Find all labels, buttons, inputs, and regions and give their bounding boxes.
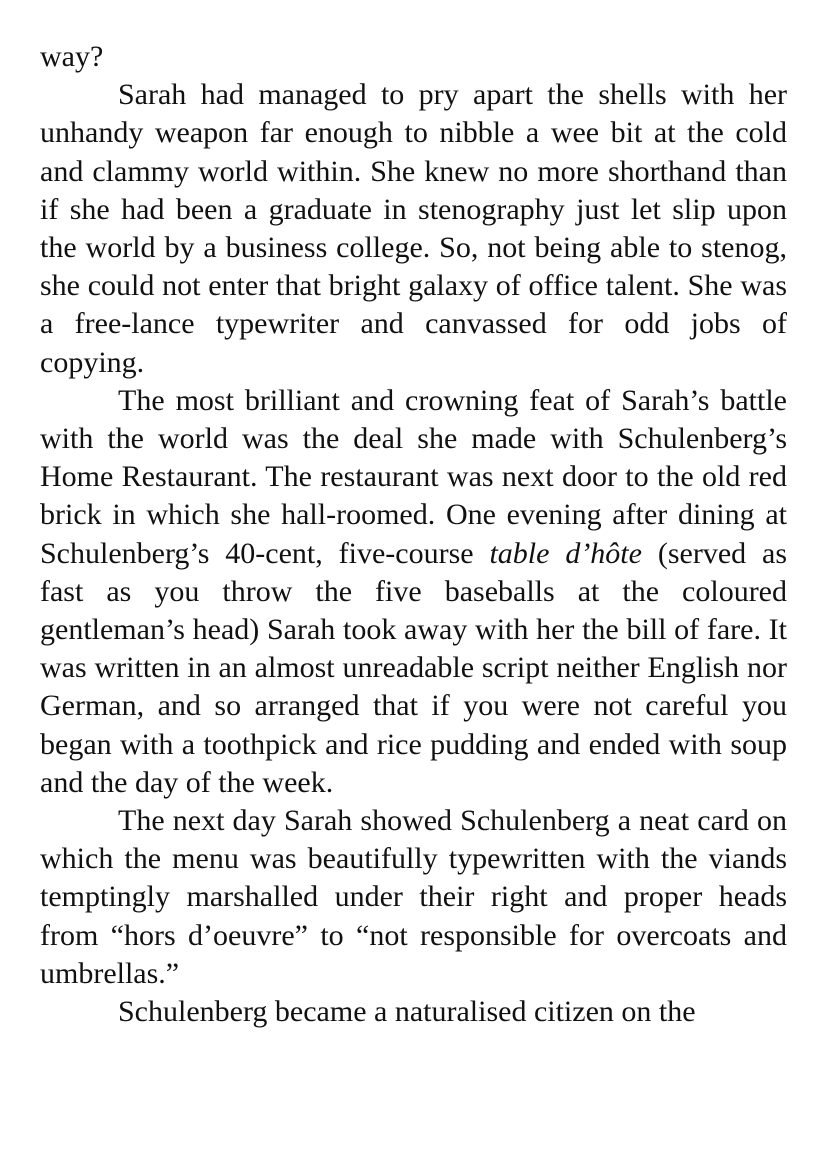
paragraph-continuation — [40, 38, 787, 76]
paragraph-text: Schulenberg became a naturalised citizen on the — [118, 995, 696, 1029]
italic-phrase: table d’hôte — [489, 536, 642, 570]
paragraph-menu-card — [40, 802, 787, 993]
paragraph-text-start: The most brilliant and crowning feat of Sarah’s battle with the world was the deal she made with Schulenberg’s Home Restaurant. The restaurant was next door to the old red brick in which she hall-roomed. One evening after dining at Schulenberg’s 40-cent, five-course — [40, 383, 787, 570]
document-page — [40, 38, 787, 1031]
paragraph-naturalised — [40, 993, 787, 1031]
paragraph-text-end: (served as fast as you throw the five baseballs at the coloured gentleman’s head) Sarah took away with her the bill of fare. It was written in an almost unreadable script neither English nor German, and so arranged that if you were not careful you began with a toothpick and rice pudding and ended with soup and the day of the week. — [40, 536, 788, 799]
paragraph-text: The next day Sarah showed Schulenberg a neat card on which the menu was beautifully typewritten with the viands temptingly marshalled under their right and proper heads from “hors d’oeuvre” to “not responsible for overcoats and umbrellas.” — [40, 804, 787, 990]
paragraph-text: Sarah had managed to pry apart the shells with her unhandy weapon far enough to nibble a wee bit at the cold and clammy world within. She knew no more shorthand than if she had been a graduate in stenography just let slip upon the world by a business college. So, not being able to stenog, she could not enter that bright galaxy of office talent. She was a free-lance typewriter and canvassed for odd jobs of copying. — [40, 78, 787, 379]
paragraph-text: way? — [40, 40, 104, 73]
paragraph-restaurant-deal — [40, 382, 787, 802]
paragraph-shorthand — [40, 76, 787, 382]
